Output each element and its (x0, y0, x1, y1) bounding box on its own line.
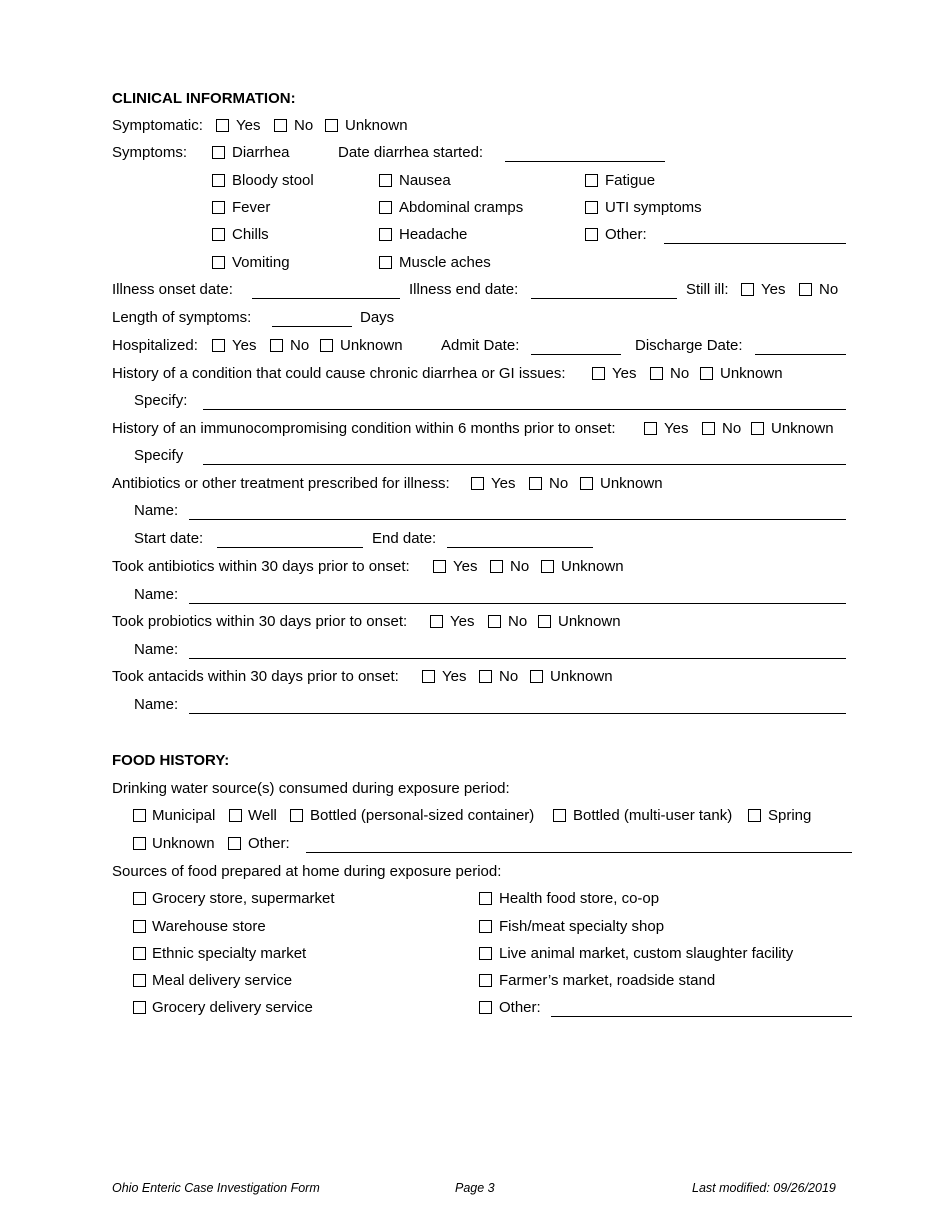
hospitalized-no-checkbox[interactable] (270, 339, 283, 352)
name-label: Name: (134, 641, 179, 658)
name-label: Name: (134, 696, 179, 713)
took-antibiotics-no-checkbox[interactable] (490, 560, 503, 573)
admit-date-label: Admit Date: (441, 337, 520, 354)
antibiotics-prescribed-yes-checkbox[interactable] (471, 477, 484, 490)
abdominal-cramps-label: Abdominal cramps (399, 199, 524, 216)
yes-label: Yes (453, 558, 478, 575)
spring-label: Spring (768, 807, 812, 824)
drinking-water-label: Drinking water source(s) consumed during exposure period: (112, 780, 510, 797)
history-immuno-unknown-checkbox[interactable] (751, 422, 764, 435)
food-sources-label: Sources of food prepared at home during exposure period: (112, 863, 502, 880)
took-probiotics-yes-checkbox[interactable] (430, 615, 443, 628)
took-probiotics-name-field[interactable] (189, 658, 846, 659)
grocery-store-checkbox[interactable] (133, 892, 146, 905)
fatigue-checkbox[interactable] (585, 174, 598, 187)
food-other-field[interactable] (551, 1016, 852, 1017)
took-antibiotics-yes-checkbox[interactable] (433, 560, 446, 573)
antibiotics-prescribed-no-checkbox[interactable] (529, 477, 542, 490)
took-probiotics-no-checkbox[interactable] (488, 615, 501, 628)
symptom-other-label: Other: (605, 226, 647, 243)
water-other-label: Other: (248, 835, 290, 852)
uti-symptoms-label: UTI symptoms (605, 199, 702, 216)
water-other-checkbox[interactable] (228, 837, 241, 850)
ethnic-market-label: Ethnic specialty market (152, 945, 307, 962)
farmers-market-checkbox[interactable] (479, 974, 492, 987)
date-diarrhea-started-label: Date diarrhea started: (338, 144, 484, 161)
meal-delivery-label: Meal delivery service (152, 972, 293, 989)
warehouse-checkbox[interactable] (133, 920, 146, 933)
diarrhea-label: Diarrhea (232, 144, 290, 161)
illness-onset-date-field[interactable] (252, 298, 400, 299)
farmers-market-label: Farmer’s market, roadside stand (499, 972, 716, 989)
health-food-checkbox[interactable] (479, 892, 492, 905)
municipal-label: Municipal (152, 807, 216, 824)
symptomatic-unknown-checkbox[interactable] (325, 119, 338, 132)
antibiotics-prescribed-unknown-checkbox[interactable] (580, 477, 593, 490)
nausea-checkbox[interactable] (379, 174, 392, 187)
no-label: No (722, 420, 742, 437)
unknown-label: Unknown (600, 475, 663, 492)
symptomatic-yes-checkbox[interactable] (216, 119, 229, 132)
nausea-label: Nausea (399, 172, 451, 189)
still-ill-no-checkbox[interactable] (799, 283, 812, 296)
fatigue-label: Fatigue (605, 172, 656, 189)
unknown-label: Unknown (550, 668, 613, 685)
headache-checkbox[interactable] (379, 228, 392, 241)
hospitalized-unknown-checkbox[interactable] (320, 339, 333, 352)
end-date-field[interactable] (447, 547, 593, 548)
illness-end-date-field[interactable] (531, 298, 677, 299)
took-antibiotics-name-field[interactable] (189, 603, 846, 604)
live-animal-label: Live animal market, custom slaughter facility (499, 945, 794, 962)
no-label: No (290, 337, 310, 354)
still-ill-yes-checkbox[interactable] (741, 283, 754, 296)
specify-label: Specify (134, 447, 184, 464)
food-history-heading: FOOD HISTORY: (112, 752, 230, 769)
hospitalized-yes-checkbox[interactable] (212, 339, 225, 352)
history-immuno-label: History of an immunocompromising condition within 6 months prior to onset: (112, 420, 616, 437)
bottled-multi-checkbox[interactable] (553, 809, 566, 822)
yes-label: Yes (236, 117, 261, 134)
history-chronic-label: History of a condition that could cause chronic diarrhea or GI issues: (112, 365, 566, 382)
uti-symptoms-checkbox[interactable] (585, 201, 598, 214)
length-of-symptoms-field[interactable] (272, 326, 352, 327)
took-antibiotics-unknown-checkbox[interactable] (541, 560, 554, 573)
spring-checkbox[interactable] (748, 809, 761, 822)
chills-checkbox[interactable] (212, 228, 225, 241)
history-chronic-specify-field[interactable] (203, 409, 846, 410)
no-label: No (670, 365, 690, 382)
water-unknown-label: Unknown (152, 835, 215, 852)
symptom-other-field[interactable] (664, 243, 846, 244)
illness-onset-date-label: Illness onset date: (112, 281, 233, 298)
fish-meat-checkbox[interactable] (479, 920, 492, 933)
start-date-field[interactable] (217, 547, 363, 548)
took-antacids-yes-checkbox[interactable] (422, 670, 435, 683)
admit-date-field[interactable] (531, 354, 621, 355)
warehouse-label: Warehouse store (152, 918, 266, 935)
hospitalized-label: Hospitalized: (112, 337, 198, 354)
history-immuno-specify-field[interactable] (203, 464, 846, 465)
live-animal-checkbox[interactable] (479, 947, 492, 960)
bottled-multi-label: Bottled (multi-user tank) (573, 807, 733, 824)
still-ill-label: Still ill: (686, 281, 729, 298)
no-label: No (294, 117, 314, 134)
clinical-heading: CLINICAL INFORMATION: (112, 90, 296, 107)
fish-meat-label: Fish/meat specialty shop (499, 918, 665, 935)
grocery-delivery-checkbox[interactable] (133, 1001, 146, 1014)
unknown-label: Unknown (561, 558, 624, 575)
unknown-label: Unknown (345, 117, 408, 134)
symptoms-label: Symptoms: (112, 144, 188, 161)
grocery-store-label: Grocery store, supermarket (152, 890, 335, 907)
unknown-label: Unknown (720, 365, 783, 382)
name-label: Name: (134, 502, 179, 519)
muscle-aches-checkbox[interactable] (379, 256, 392, 269)
discharge-date-label: Discharge Date: (635, 337, 743, 354)
took-antacids-name-field[interactable] (189, 713, 846, 714)
length-of-symptoms-label: Length of symptoms: (112, 309, 252, 326)
well-label: Well (248, 807, 277, 824)
symptomatic-no-checkbox[interactable] (274, 119, 287, 132)
fever-checkbox[interactable] (212, 201, 225, 214)
history-chronic-yes-checkbox[interactable] (592, 367, 605, 380)
yes-label: Yes (612, 365, 637, 382)
start-date-label: Start date: (134, 530, 204, 547)
ethnic-market-checkbox[interactable] (133, 947, 146, 960)
no-label: No (549, 475, 569, 492)
no-label: No (508, 613, 528, 630)
water-unknown-checkbox[interactable] (133, 837, 146, 850)
unknown-label: Unknown (340, 337, 403, 354)
history-chronic-unknown-checkbox[interactable] (700, 367, 713, 380)
bottled-personal-label: Bottled (personal-sized container) (310, 807, 535, 824)
vomiting-checkbox[interactable] (212, 256, 225, 269)
took-antacids-unknown-checkbox[interactable] (530, 670, 543, 683)
municipal-checkbox[interactable] (133, 809, 146, 822)
took-antacids-label: Took antacids within 30 days prior to onset: (112, 668, 399, 685)
chills-label: Chills (232, 226, 269, 243)
history-chronic-no-checkbox[interactable] (650, 367, 663, 380)
symptomatic-label: Symptomatic: (112, 117, 203, 134)
took-antibiotics-label: Took antibiotics within 30 days prior to onset: (112, 558, 410, 575)
discharge-date-field[interactable] (755, 354, 846, 355)
no-label: No (819, 281, 839, 298)
date-diarrhea-started-field[interactable] (505, 161, 665, 162)
history-immuno-no-checkbox[interactable] (702, 422, 715, 435)
fever-label: Fever (232, 199, 271, 216)
end-date-label: End date: (372, 530, 437, 547)
footer-page-number: Page 3 (455, 1181, 495, 1195)
symptom-other-checkbox[interactable] (585, 228, 598, 241)
footer-last-modified: Last modified: 09/26/2019 (692, 1181, 836, 1195)
muscle-aches-label: Muscle aches (399, 254, 491, 271)
health-food-label: Health food store, co-op (499, 890, 660, 907)
took-antacids-no-checkbox[interactable] (479, 670, 492, 683)
no-label: No (499, 668, 519, 685)
yes-label: Yes (232, 337, 257, 354)
footer-form-name: Ohio Enteric Case Investigation Form (112, 1181, 320, 1195)
illness-end-date-label: Illness end date: (409, 281, 519, 298)
history-immuno-yes-checkbox[interactable] (644, 422, 657, 435)
unknown-label: Unknown (558, 613, 621, 630)
vomiting-label: Vomiting (232, 254, 290, 271)
headache-label: Headache (399, 226, 468, 243)
antibiotics-prescribed-label: Antibiotics or other treatment prescribed for illness: (112, 475, 450, 492)
water-other-field[interactable] (306, 852, 852, 853)
well-checkbox[interactable] (229, 809, 242, 822)
yes-label: Yes (450, 613, 475, 630)
grocery-delivery-label: Grocery delivery service (152, 999, 313, 1016)
bloody-stool-checkbox[interactable] (212, 174, 225, 187)
food-other-checkbox[interactable] (479, 1001, 492, 1014)
abdominal-cramps-checkbox[interactable] (379, 201, 392, 214)
food-other-label: Other: (499, 999, 541, 1016)
meal-delivery-checkbox[interactable] (133, 974, 146, 987)
yes-label: Yes (491, 475, 516, 492)
specify-label: Specify: (134, 392, 188, 409)
diarrhea-checkbox[interactable] (212, 146, 225, 159)
yes-label: Yes (664, 420, 689, 437)
antibiotics-prescribed-name-field[interactable] (189, 519, 846, 520)
days-label: Days (360, 309, 395, 326)
name-label: Name: (134, 586, 179, 603)
took-probiotics-label: Took probiotics within 30 days prior to onset: (112, 613, 408, 630)
bottled-personal-checkbox[interactable] (290, 809, 303, 822)
no-label: No (510, 558, 530, 575)
unknown-label: Unknown (771, 420, 834, 437)
took-probiotics-unknown-checkbox[interactable] (538, 615, 551, 628)
bloody-stool-label: Bloody stool (232, 172, 314, 189)
yes-label: Yes (761, 281, 786, 298)
yes-label: Yes (442, 668, 467, 685)
